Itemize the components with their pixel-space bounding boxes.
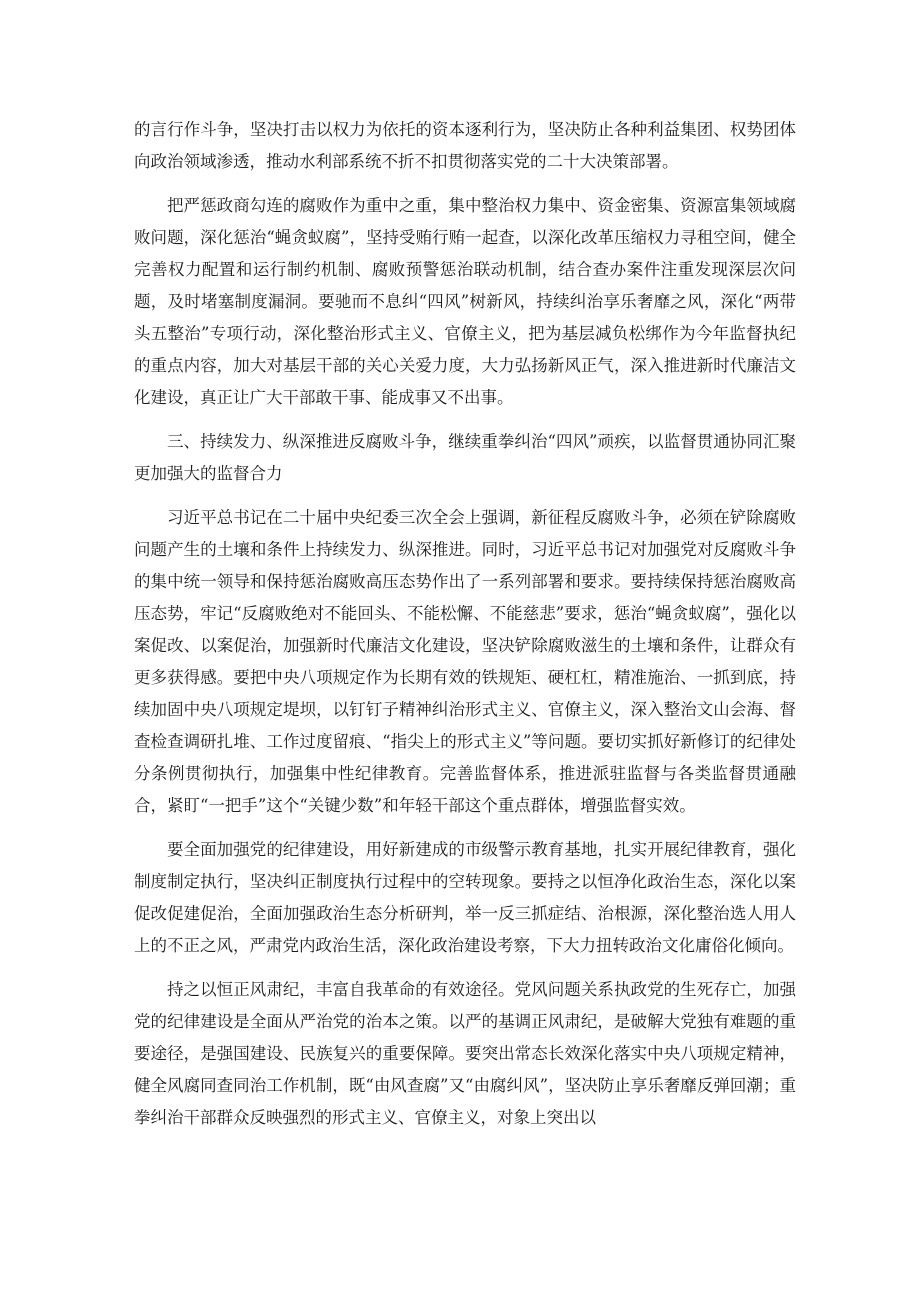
paragraph-6: 持之以恒正风肃纪，丰富自我革命的有效途径。党风问题关系执政党的生死存亡，加强党的纪律建设是全面从严治党的治本之策。以严的基调正风肃纪，是破解大党独有难题的重要途径，是强国建设、民族复兴的重要保障。要突出常态长效深化落实中央八项规定精神，健全风腐同查同治工作机制，既“由风查腐”又“由腐纠风”，坚决防止享乐奢靡反弹回潮；重拳纠治干部群众反映强烈的形式主义、官僚主义，对象上突出以 xyxy=(134,980,796,1127)
paragraph-1: 的言行作斗争，坚决打击以权力为依托的资本逐利行为，坚决防止各种利益集团、权势团体向政治领域渗透，推动水利部系统不折不扣贯彻落实党的二十大决策部署。 xyxy=(134,120,796,171)
paragraph-5: 要全面加强党的纪律建设，用好新建成的市级警示教育基地，扎实开展纪律教育，强化制度制定执行，坚决纠正制度执行过程中的空转现象。要持之以恒净化政治生态，深化以案促改促建促治，全面加强政治生态分析研判，举一反三抓症结、治根源，深化整治选人用人上的不正之风，严肃党内政治生活，深化政治建设考察，下大力扭转政治文化庸俗化倾向。 xyxy=(134,840,796,955)
document-body xyxy=(134,114,796,1146)
paragraph-4: 习近平总书记在二十届中央纪委三次全会上强调，新征程反腐败斗争，必须在铲除腐败问题产生的土壤和条件上持续发力、纵深推进。同时，习近平总书记对加强党对反腐败斗争的集中统一领导和保持惩治腐败高压态势作出了一系列部署和要求。要持续保持惩治腐败高压态势，牢记“反腐败绝对不能回头、不能松懈、不能慈悲”要求，惩治“蝇贪蚁腐”，强化以案促改、以案促治，加强新时代廉洁文化建设，坚决铲除腐败滋生的土壤和条件，让群众有更多获得感。要把中央八项规定作为长期有效的铁规矩、硬杠杠，精准施治、一抓到底，持续加固中央八项规定堤坝，以钉钉子精神纠治形式主义、官僚主义，深入整治文山会海、督查检查调研扎堆、工作过度留痕、“指尖上的形式主义”等问题。要切实抓好新修订的纪律处分条例贯彻执行，加强集中性纪律教育。完善监督体系，推进派驻监督与各类监督贯通融合，紧盯“一把手”这个“关键少数”和年轻干部这个重点群体，增强监督实效。 xyxy=(134,508,796,815)
section-heading-3: 三、持续发力、纵深推进反腐败斗争，继续重拳纠治“四风”顽疾，以监督贯通协同汇聚更加强大的监督合力 xyxy=(134,432,796,483)
paragraph-2: 把严惩政商勾连的腐败作为重中之重，集中整治权力集中、资金密集、资源富集领域腐败问题，深化惩治“蝇贪蚁腐”，坚持受贿行贿一起查，以深化改革压缩权力寻租空间，健全完善权力配置和运行制约机制、腐败预警惩治联动机制，结合查办案件注重发现深层次问题，及时堵塞制度漏洞。要驰而不息纠“四风”树新风，持续纠治享乐奢靡之风，深化“两带头五整治”专项行动，深化整治形式主义、官僚主义，把为基层减负松绑作为今年监督执纪的重点内容，加大对基层干部的关心关爱力度，大力弘扬新风正气，深入推进新时代廉洁文化建设，真正让广大干部敢干事、能成事又不出事。 xyxy=(134,196,796,407)
